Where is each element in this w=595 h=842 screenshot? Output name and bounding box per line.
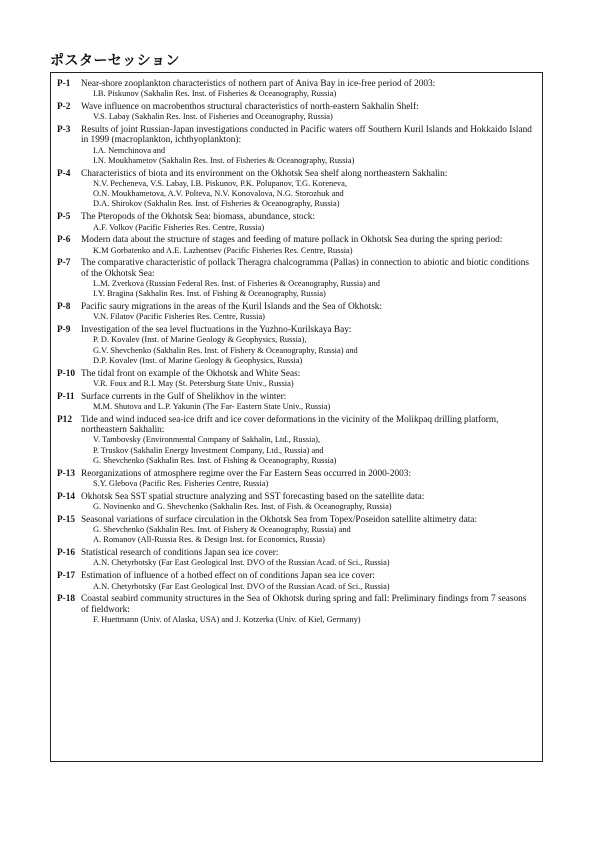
poster-body: [81, 594, 536, 625]
poster-title: The comparative characteristic of pollack Theragra chalcogramma (Pallas) in connection to abiotic and biotic conditions of the Okhotsk Sea:: [81, 258, 529, 279]
poster-code: P-16: [57, 548, 76, 559]
poster-entry: [57, 125, 536, 166]
poster-entry: [57, 594, 536, 625]
poster-author-line: M.M. Shutova and L.P. Yakunin (The Far- Eastern State Univ., Russia): [93, 402, 331, 412]
poster-body: [81, 492, 536, 513]
page-title: ポスターセッション: [50, 53, 180, 69]
poster-body: [81, 125, 536, 166]
poster-author-line: V.S. Labay (Sakhalin Res. Inst. of Fisheries and Oceanography, Russia): [93, 112, 333, 122]
poster-code: P-4: [57, 168, 71, 179]
poster-entry: [57, 79, 536, 100]
poster-title: Results of joint Russian-Japan investigations conducted in Pacific waters off Southern Kuril Islands and Hokkaido Island in 1999 (macroplankton, ichthyoplankton):: [81, 125, 532, 146]
poster-title: Wave influence on macrobenthos structural characteristics of north-eastern Sakhalin Shelf:: [81, 102, 419, 113]
poster-author-line: I.A. Nemchinova and: [93, 145, 166, 155]
poster-author-line: A.N. Chetyrbotsky (Far East Geological Inst. DVO of the Russian Acad. of Sci., Russia): [93, 558, 390, 568]
poster-author-line: G. Shevchenko (Sakhalin Res. Inst. of Fishing & Oceanography, Russia): [93, 455, 337, 465]
poster-author-line: V.N. Filatov (Pacific Fisheries Res. Centre, Russia): [93, 312, 265, 322]
poster-body: [81, 102, 536, 123]
poster-body: [81, 79, 536, 100]
poster-entry: [57, 492, 536, 513]
poster-author-line: A. Romanov (All-Russia Res. & Design Inst. for Economics, Russia): [93, 535, 325, 545]
poster-entry: [57, 571, 536, 592]
poster-body: [81, 212, 536, 233]
poster-author-line: P. D. Kovalev (Inst. of Marine Geology & Geophysics, Russia),: [93, 335, 307, 345]
poster-session-list: [50, 72, 543, 762]
poster-entry: [57, 325, 536, 366]
poster-author-line: V.R. Foux and R.I. May (St. Petersburg State Univ., Russia): [93, 378, 294, 388]
poster-title: Seasonal variations of surface circulation in the Okhotsk Sea from Topex/Poseidon satellite altimetry data:: [81, 514, 477, 525]
poster-title: The tidal front on example of the Okhotsk and White Seas:: [81, 368, 301, 379]
poster-code: P-6: [57, 235, 71, 246]
poster-body: [81, 302, 536, 323]
poster-body: [81, 515, 536, 546]
poster-author-line: G. Shevchenko (Sakhalin Res. Inst. of Fishery & Oceanography, Russia) and: [93, 525, 351, 535]
poster-title: Coastal seabird community structures in the Sea of Okhotsk during spring and fall: Preliminary findings from 7 seasons of fieldwork:: [81, 594, 527, 615]
poster-entry: [57, 169, 536, 210]
poster-entry: [57, 548, 536, 569]
poster-author-line: D.A. Shirokov (Sakhalin Res. Inst. of Fisheries & Oceanography, Russia): [93, 199, 340, 209]
poster-code: P-3: [57, 125, 71, 136]
poster-entry: [57, 235, 536, 256]
poster-author-line: N.V. Pecheneva, V.S. Labay, I.B. Piskunov, P.K. Polupanov, T.G. Koreneva,: [93, 179, 347, 189]
poster-body: [81, 369, 536, 390]
poster-title: Pacific saury migrations in the areas of the Kuril Islands and the Sea of Okhotsk:: [81, 302, 383, 313]
poster-body: [81, 235, 536, 256]
poster-author-line: I.N. Moukhametov (Sakhalin Res. Inst. of Fisheries & Oceanography, Russia): [93, 155, 355, 165]
poster-author-line: G. Novinenko and G. Shevchenko (Sakhalin Res. Inst. of Fish. & Oceanography, Russia): [93, 502, 392, 512]
poster-code: P-8: [57, 302, 71, 313]
poster-title: The Pteropods of the Okhotsk Sea: biomass, abundance, stock:: [81, 212, 315, 223]
poster-author-line: A.F. Volkov (Pacific Fisheries Res. Centre, Russia): [93, 222, 265, 232]
poster-author-line: A.N. Chetyrbotsky (Far East Geological Inst. DVO of the Russian Acad. of Sci., Russia): [93, 581, 390, 591]
poster-code: P-18: [57, 594, 76, 605]
poster-code: P-2: [57, 102, 71, 113]
poster-title: Reorganizations of atmosphere regime over the Far Eastern Seas occurred in 2000-2003:: [81, 468, 412, 479]
poster-entry: [57, 392, 536, 413]
poster-code: P-11: [57, 391, 75, 402]
poster-author-line: L.M. Zverkova (Russian Federal Res. Inst. of Fisheries & Oceanography, Russia) and: [93, 279, 380, 289]
poster-title: Characteristics of biota and its environment on the Okhotsk Sea shelf along northeastern Sakhalin:: [81, 168, 448, 179]
poster-code: P-15: [57, 514, 76, 525]
poster-code: P-13: [57, 468, 76, 479]
poster-author-line: I.Y. Bragina (Sakhalin Res. Inst. of Fishing & Oceanography, Russia): [93, 289, 326, 299]
poster-entry: [57, 258, 536, 299]
poster-entry: [57, 369, 536, 390]
poster-body: [81, 325, 536, 366]
poster-entry: [57, 302, 536, 323]
poster-code: P-5: [57, 212, 71, 223]
poster-title: Surface currents in the Gulf of Shelikhov in the winter:: [81, 391, 287, 402]
poster-author-line: P. Truskov (Sakhalin Energy Investment Company, Ltd., Russia) and: [93, 445, 324, 455]
poster-code: P-10: [57, 368, 76, 379]
poster-body: [81, 469, 536, 490]
poster-author-line: V. Tambovsky (Environmental Company of Sakhalin, Ltd., Russia),: [93, 435, 321, 445]
poster-body: [81, 548, 536, 569]
poster-title: Investigation of the sea level fluctuations in the Yuzhno-Kurilskaya Bay:: [81, 325, 352, 336]
poster-title: Estimation of influence of a hotbed effect on of conditions Japan sea ice cover:: [81, 571, 375, 582]
poster-body: [81, 571, 536, 592]
poster-body: [81, 415, 536, 466]
poster-body: [81, 169, 536, 210]
poster-author-line: G.V. Shevchenko (Sakhalin Res. Inst. of Fishery & Oceanography, Russia) and: [93, 345, 358, 355]
poster-body: [81, 258, 536, 299]
poster-code: P-1: [57, 79, 71, 89]
poster-author-line: O.N. Moukhametova, A.V. Polteva, N.V. Konovalova, N.G. Storozhuk and: [93, 189, 344, 199]
poster-author-line: S.Y. Glebova (Pacific Res. Fisheries Centre, Russia): [93, 478, 269, 488]
poster-author-line: D.P. Kovalev (Inst. of Marine Geology & Geophysics, Russia): [93, 355, 303, 365]
poster-title: Statistical research of conditions Japan sea ice cover:: [81, 548, 279, 559]
poster-entry: [57, 415, 536, 466]
poster-entry: [57, 102, 536, 123]
poster-author-line: K.M Gorbatenko and A.E. Lazhentsev (Pacific Fisheries Res. Centre, Russia): [93, 245, 353, 255]
poster-code: P-7: [57, 258, 71, 269]
poster-title: Modern data about the structure of stages and feeding of mature pollack in Okhotsk Sea during the spring period:: [81, 235, 503, 246]
poster-title: Tide and wind induced sea-ice drift and ice cover deformations in the vicinity of the Molikpaq drilling platform, northeastern Sakhalin:: [81, 414, 499, 436]
poster-code: P12: [57, 414, 72, 425]
poster-entry: [57, 212, 536, 233]
poster-code: P-9: [57, 325, 71, 336]
poster-author-line: I.B. Piskunov (Sakhalin Res. Inst. of Fisheries & Oceanography, Russia): [93, 89, 337, 99]
poster-entry: [57, 515, 536, 546]
poster-title: Near-shore zooplankton characteristics of nothern part of Aniva Bay in ice-free period of 2003:: [81, 79, 436, 89]
poster-entry: [57, 469, 536, 490]
poster-title: Okhotsk Sea SST spatial structure analyzing and SST forecasting based on the satellite data:: [81, 491, 425, 502]
poster-code: P-17: [57, 571, 76, 582]
poster-author-line: F. Huettmann (Univ. of Alaska, USA) and J. Kotzerka (Univ. of Kiel, Germany): [93, 614, 361, 624]
poster-code: P-14: [57, 491, 76, 502]
poster-body: [81, 392, 536, 413]
